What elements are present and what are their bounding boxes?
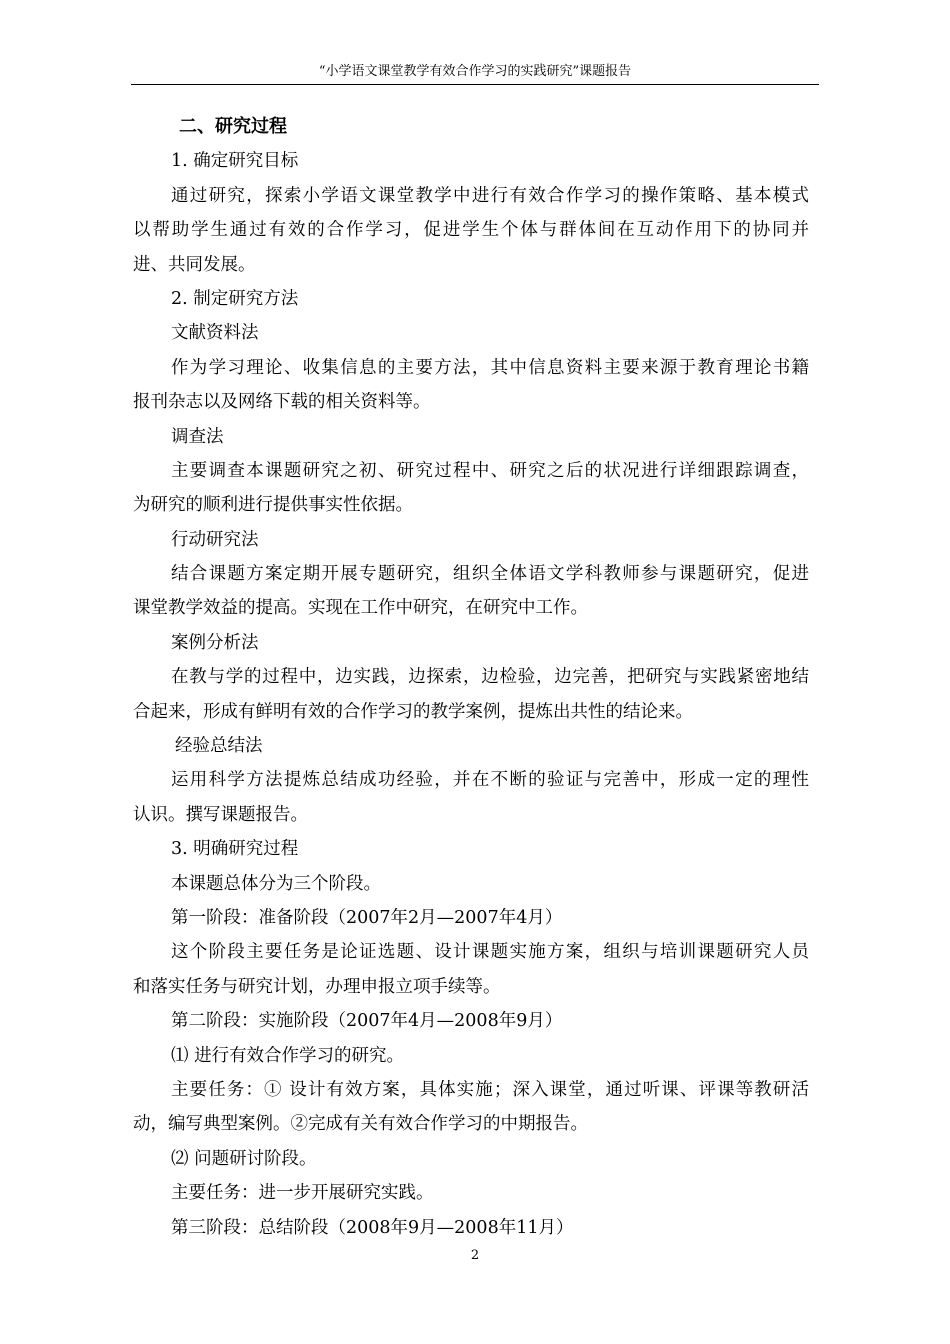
step3-intro: 本课题总体分为三个阶段。 [171,873,381,894]
stage2-task-1-line: 主要任务：① 设计有效方案，具体实施；深入课堂，通过听课、评课等教研活 [171,1079,809,1100]
stage2-task-2: 主要任务：进一步开展研究实践。 [171,1183,434,1204]
method-name-experience-summary: 经验总结法 [175,736,263,757]
step1-para-line-1: 通过研究，探索小学语文课堂教学中进行有效合作学习的操作策略、基本模式 [171,185,809,206]
stage2-item-1: ⑴ 进行有效合作学习的研究。 [171,1045,405,1066]
header-divider [131,84,819,85]
step2-heading: 2. 制定研究方法 [171,288,299,309]
method-name-literature: 文献资料法 [171,323,259,344]
document-body [133,110,809,1245]
method-name-survey: 调查法 [171,426,224,447]
stage2-item-2: ⑵ 问题研讨阶段。 [171,1148,317,1169]
stage1-para-line: 和落实任务与研究计划，办理申报立项手续等。 [133,976,501,997]
section-heading: 二、研究过程 [179,116,287,137]
method-para-line: 在教与学的过程中，边实践，边探索，边检验，边完善，把研究与实践紧密地结 [171,667,809,688]
stage1-para-line: 这个阶段主要任务是论证选题、设计课题实施方案，组织与培训课题研究人员 [171,942,809,963]
stage2-heading: 第二阶段：实施阶段（2007年4月—2008年9月） [171,1011,563,1032]
method-para-line: 课堂教学效益的提高。实现在工作中研究，在研究中工作。 [133,598,588,619]
method-para-line: 为研究的顺利进行提供事实性依据。 [133,495,413,516]
page-number: 2 [470,1248,480,1263]
method-para-line: 合起来，形成有鲜明有效的合作学习的教学案例，提炼出共性的结论来。 [133,701,693,722]
step1-para-line-2: 以帮助学生通过有效的合作学习，促进学生个体与群体间在互动作用下的协同并 [133,220,809,241]
stage3-heading: 第三阶段：总结阶段（2008年9月—2008年11月） [171,1217,574,1238]
step1-heading: 1. 确定研究目标 [171,151,299,172]
method-para-line: 主要调查本课题研究之初、研究过程中、研究之后的状况进行详细跟踪调查， [171,460,809,481]
stage1-heading: 第一阶段：准备阶段（2007年2月—2007年4月） [171,907,563,928]
method-para-line: 运用科学方法提炼总结成功经验，并在不断的验证与完善中，形成一定的理性 [171,770,809,791]
stage2-task-1-line: 动，编写典型案例。②完成有关有效合作学习的中期报告。 [133,1114,588,1135]
page-header-title: “小学语文课堂教学有效合作学习的实践研究”课题报告 [318,64,632,79]
method-para-line: 认识。撰写课题报告。 [133,804,308,825]
method-name-case-analysis: 案例分析法 [171,632,259,653]
method-name-action-research: 行动研究法 [171,529,259,550]
step3-heading: 3. 明确研究过程 [171,839,299,860]
method-para-line: 报刊杂志以及网络下载的相关资料等。 [133,392,431,413]
method-para-line: 结合课题方案定期开展专题研究，组织全体语文学科教师参与课题研究，促进 [171,564,809,585]
step1-para-line-3: 进、共同发展。 [133,254,256,275]
method-para-line: 作为学习理论、收集信息的主要方法，其中信息资料主要来源于教育理论书籍 [171,357,809,378]
